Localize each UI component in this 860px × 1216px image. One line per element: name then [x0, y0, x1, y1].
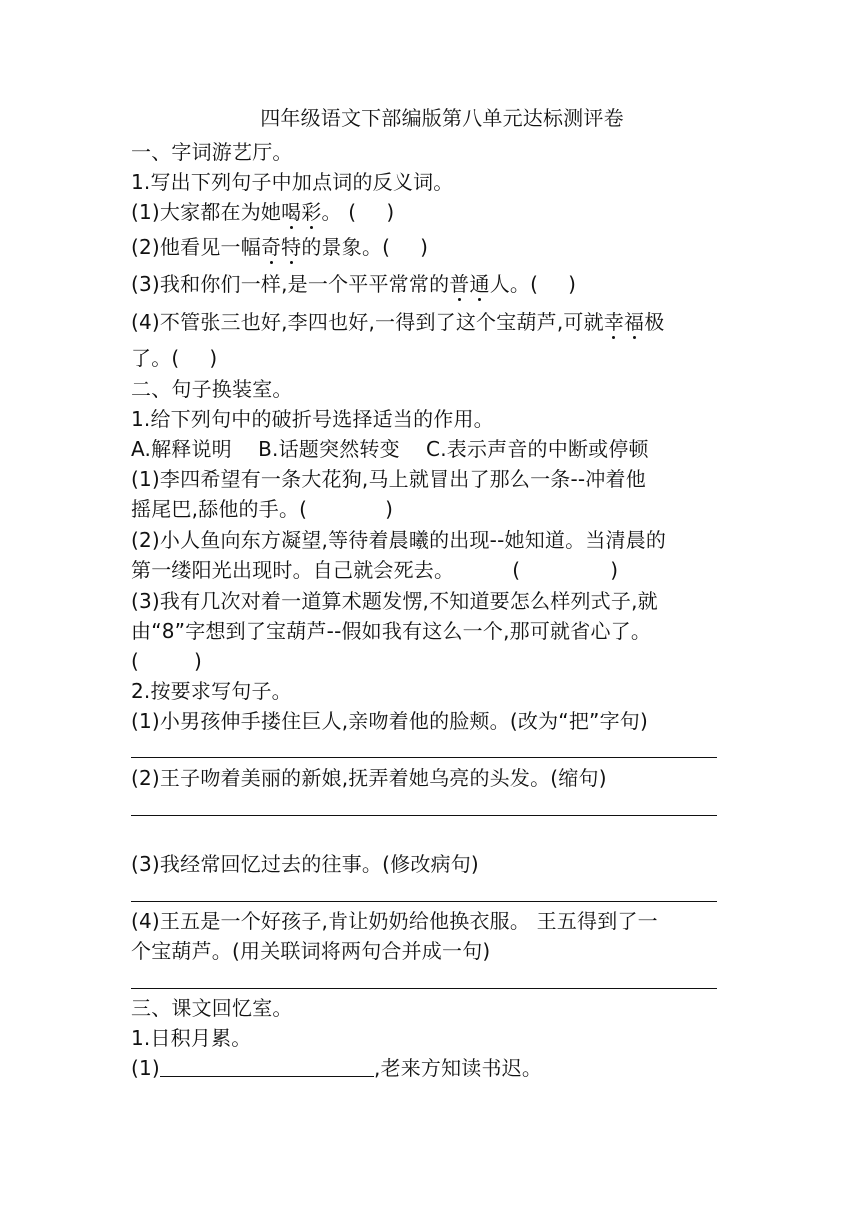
- q1-item-4-open: 了。(: [131, 346, 180, 370]
- q1-item-3-open: 人。(: [489, 272, 539, 296]
- dotted-char: 喝: [281, 200, 302, 224]
- q1-item-3-close: ): [568, 272, 577, 296]
- q2-item-3-close: ): [194, 649, 203, 673]
- q1-item-3-text: (3)我和你们一样,是一个平平常常的: [131, 272, 450, 296]
- q3-item-4-line2: 个宝葫芦。(用关联词将两句合并成一句): [131, 939, 491, 963]
- page-title: 四年级语文下部编版第八单元达标测评卷: [260, 106, 624, 130]
- answer-line[interactable]: [131, 988, 717, 989]
- fill-blank[interactable]: [160, 1056, 374, 1077]
- question-3-prompt: 2.按要求写句子。: [131, 679, 292, 703]
- section-2-heading: 二、句子换装室。: [131, 377, 293, 401]
- q2-item-3-open: (: [131, 649, 140, 673]
- q1-item-4-close: ): [209, 346, 218, 370]
- q4-item-1-number: (1): [131, 1056, 160, 1080]
- q2-item-2-line1: (2)小人鱼向东方凝望,等待着晨曦的出现--她知道。当清晨的: [131, 528, 667, 552]
- dotted-char: 福: [624, 310, 645, 334]
- q1-item-2: [131, 235, 731, 259]
- q2-item-2-close: ): [610, 558, 619, 582]
- q2-item-1-line2: [131, 497, 731, 521]
- question-1-prompt: 1.写出下列句子中加点词的反义词。: [131, 170, 454, 194]
- q2-item-3-line1: (3)我有几次对着一道算术题发愣,不知道要怎么样列式子,就: [131, 589, 658, 613]
- dotted-char: 普: [449, 272, 470, 296]
- section-3-heading: 三、课文回忆室。: [131, 996, 293, 1020]
- section-1-heading: 一、字词游艺厅。: [131, 140, 293, 164]
- q2-item-1-text: 摇尾巴,舔他的手。(: [131, 497, 308, 521]
- question-2-prompt: 1.给下列句中的破折号选择适当的作用。: [131, 407, 494, 431]
- dotted-char: 幸: [603, 310, 625, 334]
- dotted-char: 奇: [260, 235, 282, 259]
- q1-item-1: [131, 200, 731, 224]
- question-4-prompt: 1.日积月累。: [131, 1026, 252, 1050]
- q1-item-4: [131, 310, 731, 334]
- q1-item-4-cont: [131, 346, 731, 370]
- q1-item-2-open: 的景象。(: [301, 235, 391, 259]
- dotted-char: 通: [469, 272, 490, 296]
- answer-line[interactable]: [131, 815, 717, 816]
- q2-item-2-text: 第一缕阳光出现时。自己就会死去。: [131, 558, 455, 582]
- answer-line[interactable]: [131, 901, 717, 902]
- q2-item-1-line1: (1)李四希望有一条大花狗,马上就冒出了那么一条--冲着他: [131, 467, 646, 491]
- q1-item-1-open: 。 (: [321, 200, 357, 224]
- q3-item-3: (3)我经常回忆过去的往事。(修改病句): [131, 852, 479, 876]
- q1-item-4-text: (4)不管张三也好,李四也好,一得到了这个宝葫芦,可就: [131, 310, 604, 334]
- dotted-char: 特: [281, 235, 302, 259]
- q2-item-3-line3: [131, 649, 731, 673]
- q1-item-1-text: (1)大家都在为她: [131, 200, 282, 224]
- q2-item-2-line2: [131, 558, 731, 582]
- question-2-options: A.解释说明 B.话题突然转变 C.表示声音的中断或停顿: [131, 437, 649, 461]
- q3-item-1: (1)小男孩伸手搂住巨人,亲吻着他的脸颊。(改为“把”字句): [131, 709, 649, 733]
- q2-item-2-open: (: [512, 558, 521, 582]
- dotted-char: 彩: [301, 200, 322, 224]
- q1-item-4-end: 极: [644, 310, 665, 334]
- q1-item-2-text: (2)他看见一幅: [131, 235, 261, 259]
- q3-item-4-line1: (4)王五是一个好孩子,肯让奶奶给他换衣服。 王五得到了一: [131, 909, 658, 933]
- q2-item-3-line2: 由“8”字想到了宝葫芦--假如我有这么一个,那可就省心了。: [131, 619, 652, 643]
- q1-item-1-close: ): [386, 200, 395, 224]
- q4-item-1: [131, 1056, 731, 1080]
- answer-line[interactable]: [131, 757, 717, 758]
- q3-item-2: (2)王子吻着美丽的新娘,抚弄着她乌亮的头发。(缩句): [131, 766, 607, 790]
- q4-item-1-text: ,老来方知读书迟。: [373, 1056, 543, 1080]
- q1-item-3: [131, 272, 731, 296]
- q1-item-2-close: ): [420, 235, 429, 259]
- q2-item-1-close: ): [385, 497, 394, 521]
